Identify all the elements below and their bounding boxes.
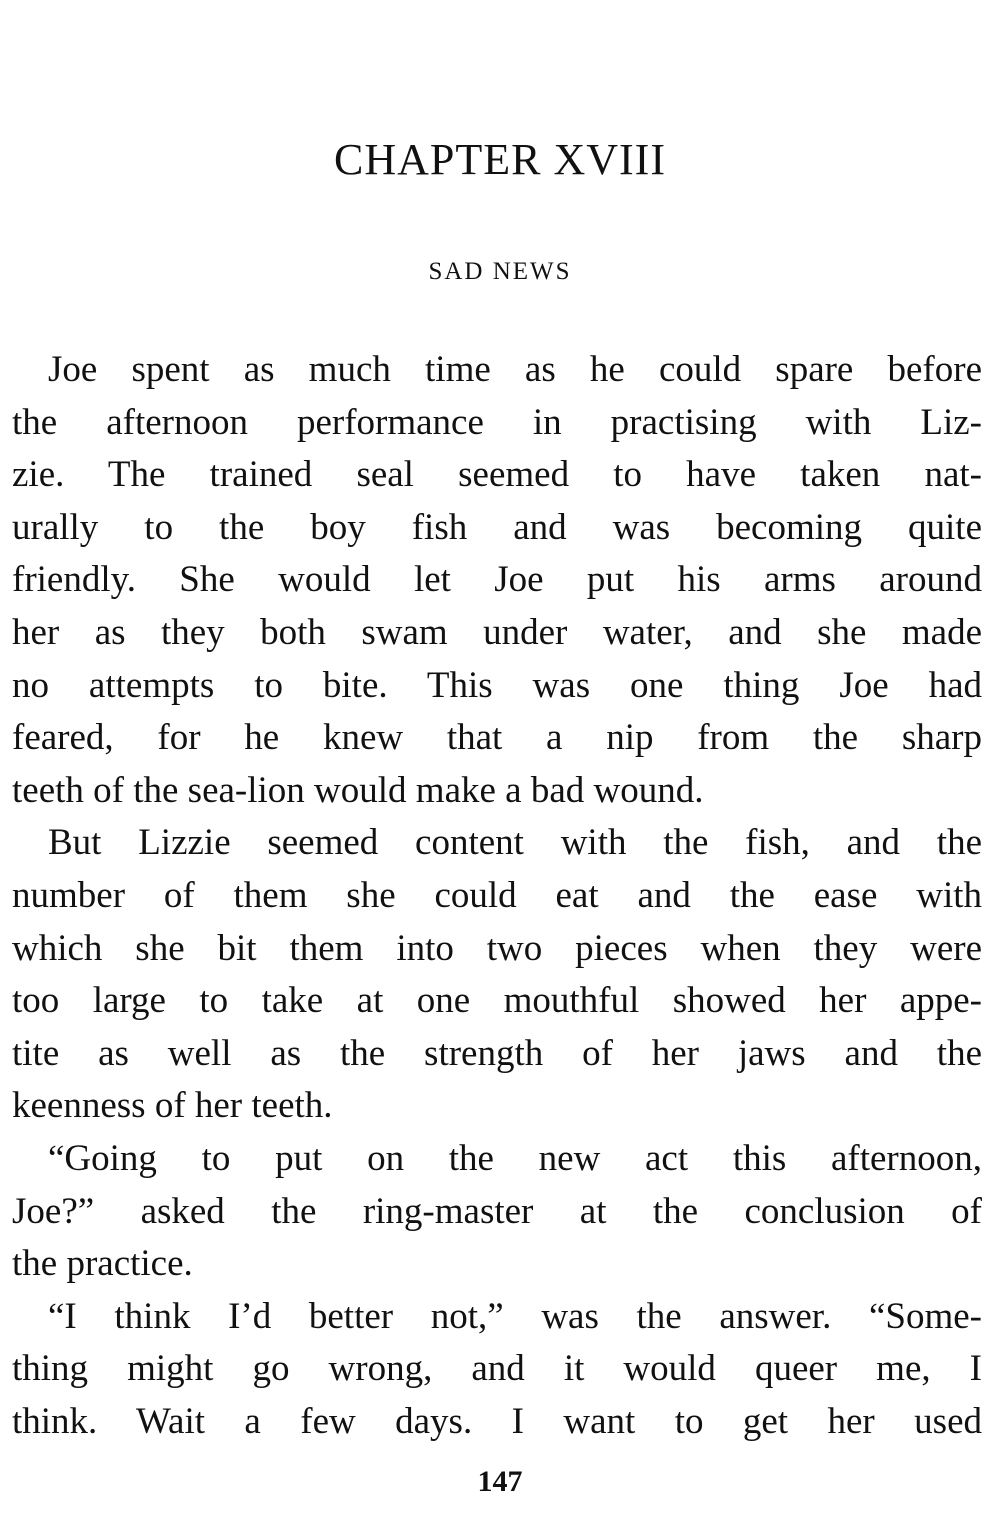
text-line: thing might go wrong, and it would queer me, I xyxy=(12,1348,982,1390)
page-number: 147 xyxy=(477,1465,523,1498)
text-line: tite as well as the strength of her jaws and the xyxy=(12,1032,982,1074)
text-line: Joe?” asked the ring-master at the conclusion of xyxy=(12,1190,982,1232)
text-line: Joe spent as much time as he could spare before xyxy=(48,349,982,390)
text-line: But Lizzie seemed content with the fish, and the xyxy=(48,822,982,864)
chapter-subtitle: SAD NEWS xyxy=(428,258,572,285)
text-line: zie. The trained seal seemed to have taken nat- xyxy=(12,454,982,496)
paragraph xyxy=(12,1291,982,1449)
chapter-heading: CHAPTER XVIII xyxy=(334,135,666,184)
text-line: friendly. She would let Joe put his arms around xyxy=(12,559,982,601)
paragraph xyxy=(12,344,982,817)
text-line: urally to the boy fish and was becoming quite xyxy=(12,506,982,548)
text-line: feared, for he knew that a nip from the sharp xyxy=(12,717,982,759)
text-line: teeth of the sea-lion would make a bad wound. xyxy=(12,769,704,811)
text-line: “I think I’d better not,” was the answer. “Some- xyxy=(48,1295,982,1337)
text-line: which she bit them into two pieces when they were xyxy=(12,927,982,969)
paragraph xyxy=(12,817,982,1133)
body-text xyxy=(12,344,982,1448)
text-line: the practice. xyxy=(12,1243,193,1285)
text-line: too large to take at one mouthful showed her appe- xyxy=(12,980,982,1022)
text-line: the afternoon performance in practising with Liz- xyxy=(12,401,982,443)
text-line: think. Wait a few days. I want to get her used xyxy=(12,1400,982,1442)
text-line: no attempts to bite. This was one thing Joe had xyxy=(12,664,982,706)
text-line: her as they both swam under water, and she made xyxy=(12,611,982,653)
text-line: “Going to put on the new act this afternoon, xyxy=(48,1137,982,1179)
text-line: number of them she could eat and the ease with xyxy=(12,874,982,916)
paragraph xyxy=(12,1133,982,1291)
text-line: keenness of her teeth. xyxy=(12,1085,333,1127)
